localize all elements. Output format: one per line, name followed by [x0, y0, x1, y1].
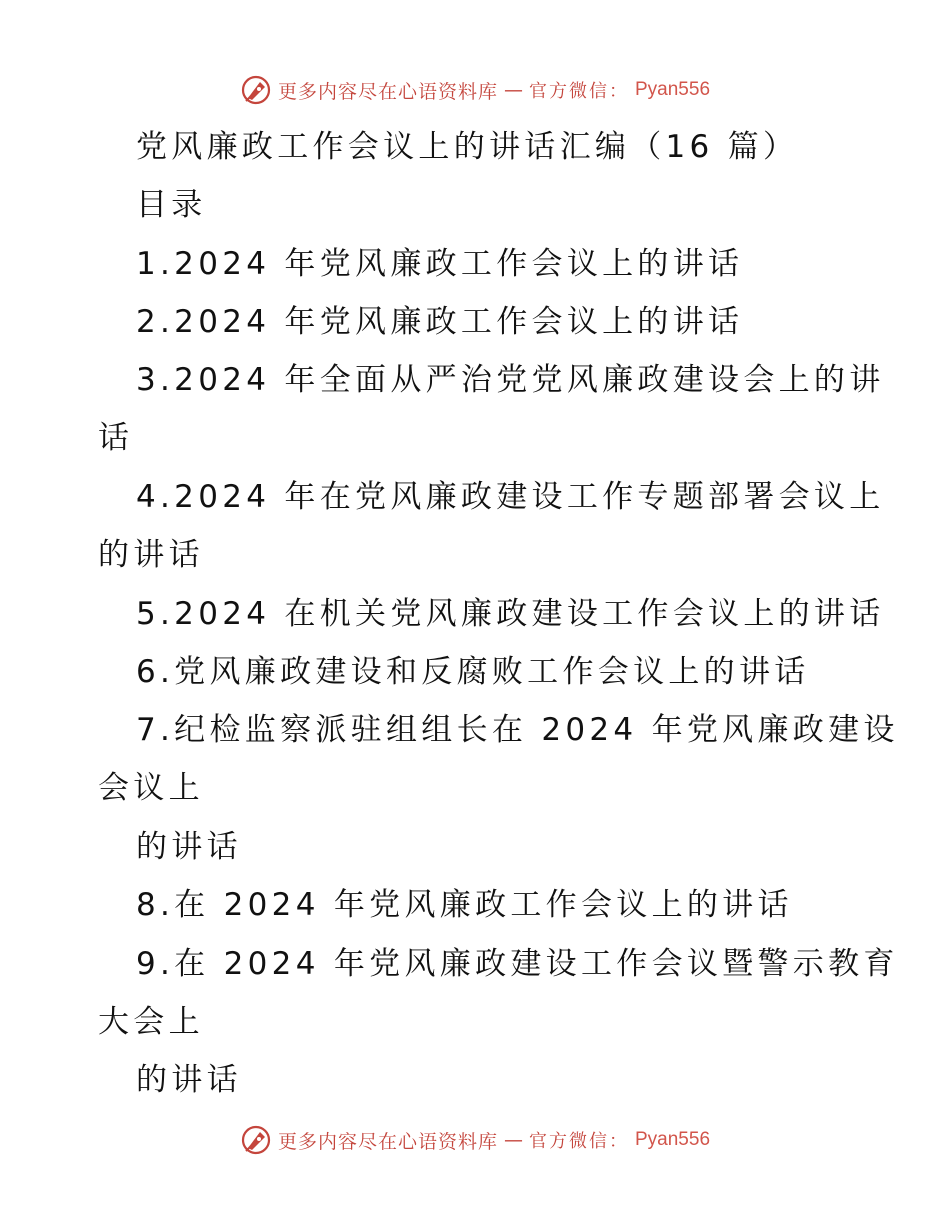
watermark-header — [0, 70, 950, 110]
watermark-label: 官方微信： — [529, 81, 629, 102]
toc-item: 5.2024 在机关党风廉政建设工作会议上的讲话 — [136, 596, 885, 632]
watermark-footer — [0, 1120, 950, 1160]
toc-item: 8.在 2024 年党风廉政工作会议上的讲话 — [136, 887, 793, 923]
toc-item-continuation: 话 — [98, 420, 134, 456]
watermark-dash: — — [504, 79, 523, 101]
toc-item-continuation: 的讲话 — [136, 829, 242, 865]
toc-item: 4.2024 年在党风廉政建设工作专题部署会议上 — [136, 479, 885, 515]
toc-item-continuation: 大会上 — [98, 1004, 204, 1040]
toc-item: 9.在 2024 年党风廉政建设工作会议暨警示教育 — [136, 946, 899, 982]
toc-item: 1.2024 年党风廉政工作会议上的讲话 — [136, 246, 744, 282]
toc-item: 6.党风廉政建设和反腐败工作会议上的讲话 — [136, 654, 810, 690]
watermark-wechat-id: Pyan556 — [635, 79, 711, 100]
toc-item-continuation: 的讲话 — [98, 537, 204, 573]
pen-nib-logo-icon — [240, 1124, 272, 1156]
toc-item: 7.纪检监察派驻组组长在 2024 年党风廉政建设 — [136, 712, 899, 748]
pen-nib-logo-icon — [240, 74, 272, 106]
watermark-dash: — — [504, 1129, 523, 1151]
watermark-text: 更多内容尽在心语资料库 — [277, 1130, 498, 1153]
document-title: 党风廉政工作会议上的讲话汇编（16 篇） — [136, 129, 799, 165]
watermark-text: 更多内容尽在心语资料库 — [277, 80, 498, 103]
watermark-wechat-id: Pyan556 — [635, 1129, 711, 1150]
toc-item: 2.2024 年党风廉政工作会议上的讲话 — [136, 304, 744, 340]
watermark-label: 官方微信： — [529, 1131, 629, 1152]
toc-heading: 目录 — [136, 187, 207, 223]
toc-item-continuation: 会议上 — [98, 770, 204, 806]
toc-item: 3.2024 年全面从严治党党风廉政建设会上的讲 — [136, 362, 885, 398]
toc-item-continuation: 的讲话 — [136, 1062, 242, 1098]
